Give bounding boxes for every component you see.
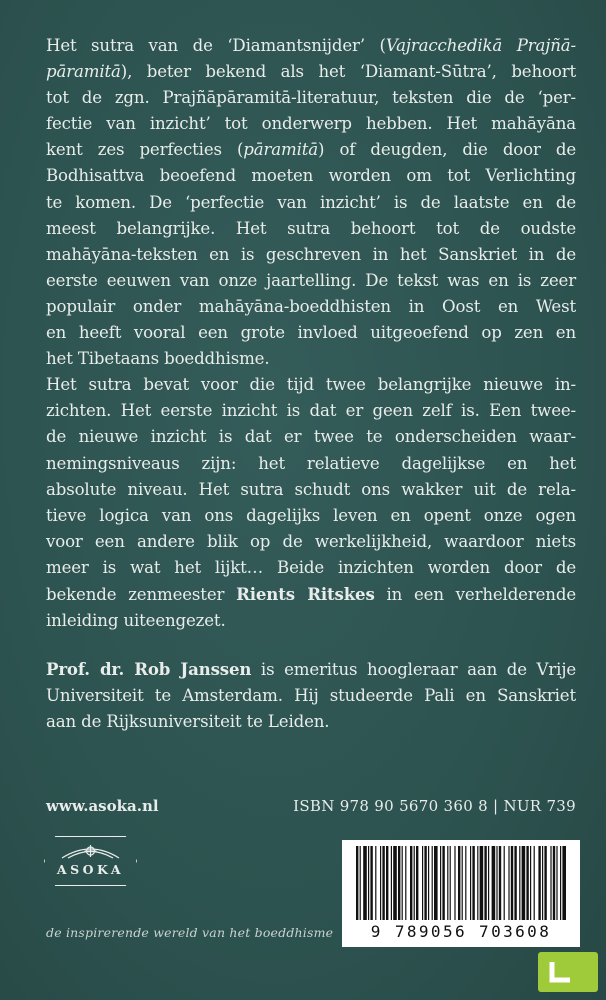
blurb-line-part: en heeft vooral een grote invloed uitgeoefend op zen en	[46, 323, 576, 343]
author-bio-line	[46, 683, 576, 709]
blurb-line-part: fectie van inzicht’ tot onderwerp hebben. Het mahāyāna	[46, 114, 576, 134]
isbn-barcode	[342, 840, 580, 947]
blurb-line	[46, 372, 576, 398]
lastdodo-sticker-icon	[538, 952, 598, 992]
publisher-website[interactable]: www.asoka.nl	[46, 797, 159, 815]
barcode-bar	[363, 846, 367, 920]
blurb-line	[46, 111, 576, 137]
barcode-bar	[499, 846, 501, 920]
blurb-line	[46, 242, 576, 268]
blurb-line-part: inleiding uiteengezet.	[46, 611, 226, 631]
barcode-bar	[534, 846, 535, 920]
blurb-line	[46, 398, 576, 424]
italic-term: pāramitā	[46, 62, 121, 82]
author-bio-part: aan de Rijksuniversiteit te Leiden.	[46, 712, 330, 732]
blurb-line	[46, 346, 576, 372]
sticker-mark-icon	[548, 958, 574, 984]
barcode-bar	[386, 846, 388, 920]
barcode-bar	[472, 846, 474, 920]
barcode-bar	[526, 846, 528, 920]
barcode-bar	[522, 846, 526, 920]
barcode-bar	[368, 846, 369, 920]
barcode-bar	[553, 846, 555, 920]
barcode-bar	[414, 846, 415, 920]
barcode-bar	[432, 846, 433, 920]
isbn-nur: ISBN 978 90 5670 360 8 | NUR 739	[293, 797, 576, 815]
barcode-bar	[424, 846, 426, 920]
asoka-wheel-logo-icon	[44, 836, 137, 886]
blurb-line	[46, 581, 576, 608]
barcode-digits: 9 789056 703608	[370, 922, 552, 941]
barcode-bar	[440, 846, 441, 920]
barcode-bar	[504, 846, 505, 920]
barcode-bar	[488, 846, 489, 920]
barcode-bar	[428, 846, 429, 920]
barcode-bar	[391, 846, 392, 920]
barcode-bar	[544, 846, 546, 920]
barcode-bar	[454, 846, 455, 920]
blurb-line-part: zichten. Het eerste inzicht is dat er geen zelf is. Een twee-	[46, 401, 576, 421]
blurb-line-part: populair onder mahāyāna-boeddhisten in Oost en West	[46, 296, 576, 316]
barcode-bar	[380, 846, 381, 920]
barcode-bar	[422, 846, 423, 920]
blurb-line-part: absolute niveau. Het sutra schudt ons wakker uit de rela-	[46, 479, 576, 499]
blurb-line-part: tot de zgn. Prajñāpāramitā-literatuur, teksten die de ‘per-	[46, 88, 576, 108]
barcode-bar	[477, 846, 478, 920]
blurb-line	[46, 320, 576, 346]
barcode-bar	[442, 846, 444, 920]
barcode-bar	[562, 846, 566, 920]
barcode-bar	[450, 846, 451, 920]
barcode-bar	[462, 846, 463, 920]
barcode-bar	[560, 846, 561, 920]
bold-name: Rients Ritskes	[236, 583, 375, 604]
barcode-bar	[458, 846, 460, 920]
blurb-line	[46, 608, 576, 634]
blurb-line	[46, 85, 576, 111]
author-bio-line	[46, 656, 576, 683]
blurb-line	[46, 268, 576, 294]
barcode-bar	[382, 846, 384, 920]
blurb-line-part: de nieuwe inzicht is dat er twee te onderscheiden waar-	[46, 427, 576, 447]
blurb-line	[46, 477, 576, 503]
blurb-line	[46, 451, 576, 477]
barcode-bar	[484, 846, 486, 920]
barcode-bar	[360, 846, 361, 920]
barcode-icon	[350, 846, 572, 922]
barcode-bar	[470, 846, 471, 920]
blurb-line-part: het Tibetaans boeddhisme.	[46, 349, 270, 369]
blurb-line	[46, 424, 576, 450]
barcode-bar	[402, 846, 403, 920]
author-name: Prof. dr. Rob Janssen	[46, 659, 252, 680]
blurb-line-part: tieve logica van ons dagelijks leven en opent onze ogen	[46, 505, 576, 525]
barcode-bar	[398, 846, 400, 920]
blurb-line	[46, 216, 576, 242]
barcode-bar	[492, 846, 496, 920]
blurb-line-part: Het sutra bevat voor die tijd twee belangrijke nieuwe in-	[46, 375, 576, 395]
author-bio-part: Universiteit te Amsterdam. Hij studeerde Pali en Sanskriet	[46, 686, 576, 706]
paragraph-gap	[46, 634, 576, 656]
blurb-line	[46, 137, 576, 163]
barcode-bar	[434, 846, 438, 920]
publisher-tagline: de inspirerende wereld van het boeddhisme	[46, 925, 334, 940]
blurb-line	[46, 529, 576, 555]
barcode-bar	[465, 846, 466, 920]
barcode-bar	[393, 846, 397, 920]
barcode-bar	[480, 846, 484, 920]
barcode-bar	[496, 846, 497, 920]
barcode-bar	[511, 846, 513, 920]
publisher-logo-text: ASOKA	[56, 862, 125, 877]
italic-term: Vajracchedikā Prajñā-	[385, 36, 576, 55]
blurb-line-part: Bodhisattva beoefend moeten worden om tot Verlichting	[46, 166, 576, 186]
author-bio-line	[46, 709, 576, 735]
blurb-text	[46, 33, 576, 735]
blurb-line-part: Het sutra van de ‘Diamantsnijder’ (Vajracchedikā Prajñā-	[46, 36, 576, 55]
barcode-bar	[405, 846, 406, 920]
blurb-line-part: nemingsniveaus zijn: het relatieve dagelijkse en het	[46, 453, 576, 473]
blurb-line	[46, 59, 576, 85]
barcode-bar	[519, 846, 520, 920]
blurb-line	[46, 294, 576, 320]
blurb-line	[46, 163, 576, 189]
blurb-line	[46, 555, 576, 581]
barcode-bar	[356, 846, 358, 920]
barcode-bar	[370, 846, 372, 920]
blurb-line-part: pāramitā), beter bekend als het ‘Diamant-Sūtra’, behoort	[46, 62, 576, 82]
barcode-bar	[550, 846, 551, 920]
barcode-bar	[508, 846, 509, 920]
author-bio-part: is emeritus hoogleraar aan de Vrije	[251, 660, 576, 680]
blurb-line-part: voor een andere blik op de werkelijkheid, waardoor niets	[46, 531, 576, 551]
blurb-line	[46, 190, 576, 216]
blurb-line-part: meest belangrijke. Het sutra behoort tot de oudste	[46, 218, 576, 238]
blurb-line	[46, 503, 576, 529]
logo-wheel-icon	[44, 836, 137, 886]
italic-term: pāramitā	[243, 140, 319, 160]
blurb-line-part: mahāyāna-teksten en is geschreven in het Sanskriet in de	[46, 244, 576, 264]
barcode-bar	[410, 846, 412, 920]
barcode-bar	[514, 846, 516, 920]
barcode-bar	[416, 846, 418, 920]
barcode-bar	[556, 846, 557, 920]
blurb-line-part: te komen. De ‘perfectie van inzicht’ is de laatste en de	[46, 192, 576, 212]
blurb-line-part: bekende zenmeester Rients Ritskes in een verhelderende	[46, 583, 576, 604]
blurb-line-part: eerste eeuwen van onze jaartelling. De tekst was en is zeer	[46, 270, 576, 290]
blurb-line-part: kent zes perfecties (pāramitā) of deugden, die door de	[46, 140, 576, 160]
blurb-line-part: meer is wat het lijkt… Beide inzichten worden door de	[46, 557, 576, 577]
barcode-bar	[530, 846, 531, 920]
barcode-bar	[375, 846, 376, 920]
barcode-bar	[447, 846, 448, 920]
barcode-bar	[542, 846, 543, 920]
barcode-bar	[538, 846, 540, 920]
blurb-line	[46, 33, 576, 59]
